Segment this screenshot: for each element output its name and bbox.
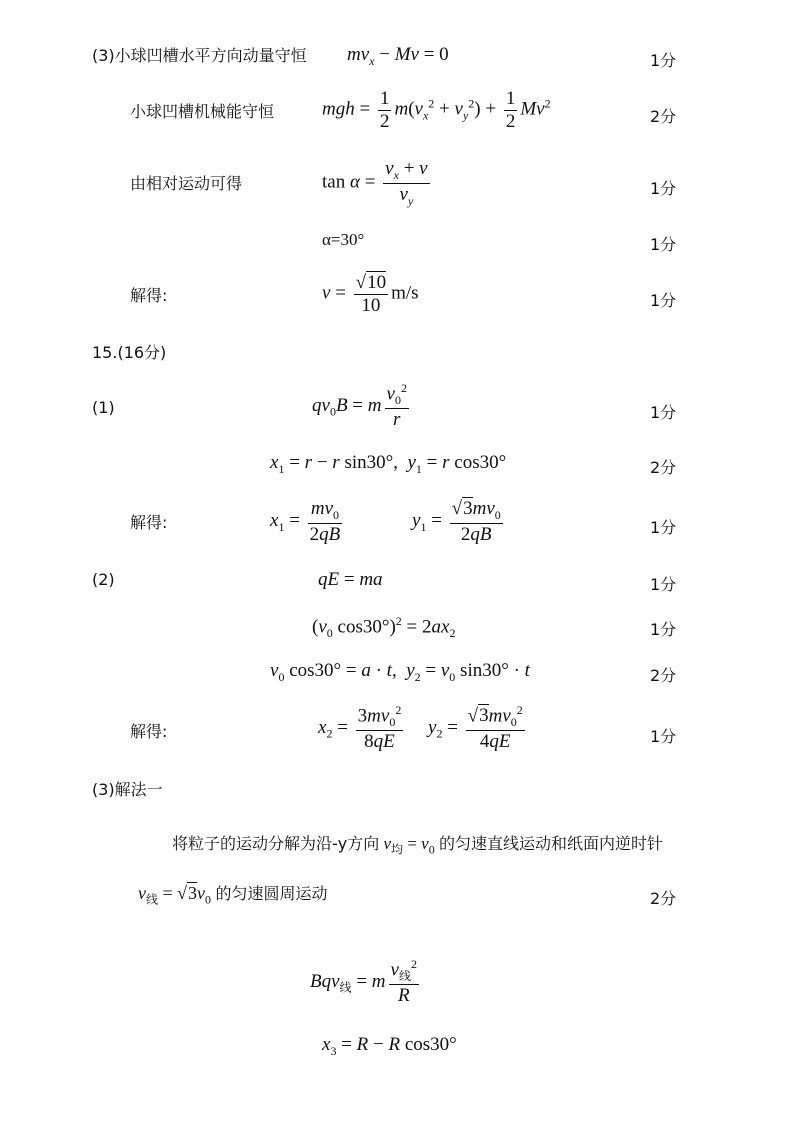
question-15-header: 15.(16分): [92, 343, 167, 362]
decomposition-text: 将粒子的运动分解为沿-y方向 $v_均 = v_0$ 的匀速直线运动和纸面内逆时针: [172, 834, 663, 857]
score-2: 2分: [650, 107, 677, 126]
newton-equation: qE = ma: [318, 569, 383, 590]
score-7: 2分: [650, 458, 677, 477]
energy-equation: mgh = $\frac{1}{2}$ $m(v_x^2 + v_y^2)$ + $\frac{1}{2}$ Mv$^2$: [322, 88, 551, 132]
solve-label-1: 解得:: [130, 286, 168, 305]
score-1: 1分: [650, 51, 677, 70]
energy-label: 小球凹槽机械能守恒: [130, 102, 275, 121]
circular-force-equation: Bqv$_线$ = m $\frac{v_线^2}{R}$: [310, 957, 417, 1006]
momentum-equation: $mv_x - Mv = 0$: [347, 44, 449, 68]
score-6: 1分: [650, 403, 677, 422]
score-11: 2分: [650, 666, 677, 685]
v-unit: m/s: [391, 282, 419, 304]
relative-motion-label: 由相对运动可得: [130, 174, 243, 193]
circular-motion-text: $v_线 = √3v_0$ 的匀速圆周运动: [138, 883, 328, 907]
part-1-label: (1): [92, 398, 115, 417]
y1-result: $y_1$ = $\frac{√3mv_0}{2qB}$: [412, 498, 501, 545]
time-equations: $v_0$ cos30° = a · t, $y_2 = v_0$ sin30° · t: [270, 660, 530, 684]
score-13: 2分: [650, 889, 677, 908]
alpha-value: α=30°: [322, 230, 365, 249]
score-9: 1分: [650, 575, 677, 594]
x3-equation: $x_3 = R - R$ cos30°: [322, 1034, 457, 1058]
part-3-label: (3)解法一: [92, 780, 163, 799]
y2-result: $y_2$ = $\frac{√3mv_0^2}{4qE}$: [428, 703, 523, 752]
x1-result: $x_1$ = $\frac{mv_0}{2qB}$: [270, 498, 341, 545]
solve-label-3: 解得:: [130, 722, 168, 741]
kinematic-equation: ($v_0$ $\cos 30^\circ)^2 = 2ax_2$: [312, 614, 456, 641]
position-equations: $x_1 = r - r$ sin30°, $y_1 = r$ cos30°: [270, 452, 507, 476]
lorentz-equation: $qv_0B = m$ $\frac{v_0^2}{r}$: [312, 381, 407, 430]
momentum-label: (3)小球凹槽水平方向动量守恒: [92, 46, 307, 65]
tan-alpha-equation: tan α = $\frac{v_x + v}{v_y}$: [322, 158, 428, 208]
v-result: v = $\frac{√10}{10}$ m/s: [322, 272, 419, 316]
part-2-label: (2): [92, 570, 115, 589]
score-8: 1分: [650, 518, 677, 537]
score-10: 1分: [650, 620, 677, 639]
solve-label-2: 解得:: [130, 513, 168, 532]
score-4: 1分: [650, 235, 677, 254]
score-12: 1分: [650, 727, 677, 746]
score-5: 1分: [650, 291, 677, 310]
score-3: 1分: [650, 179, 677, 198]
x2-result: $x_2$ = $\frac{3mv_0^2}{8qE}$: [318, 703, 402, 752]
